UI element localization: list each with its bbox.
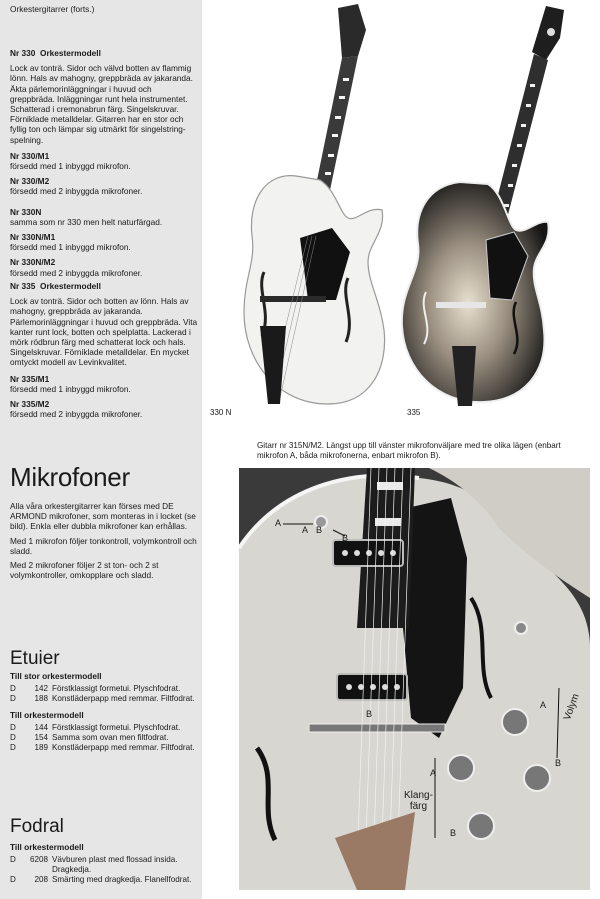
list-item: D 144 Förstklassigt formetui. Plyschfodrat. xyxy=(10,723,181,733)
label-knob-a-left: A xyxy=(430,768,437,778)
label-a-left: A xyxy=(275,518,282,528)
variant-330-m1: Nr 330/M1 försedd med 1 inbyggd mikrofon. xyxy=(10,150,131,172)
variant-335-m1: Nr 335/M1 försedd med 1 inbyggd mikrofon. xyxy=(10,373,131,394)
label-pickup-a: A xyxy=(376,584,383,594)
model-335-description: Lock av tonträ. Sidor och botten av lönn. Hals av mahogny, greppbräda av jakaranda. Pärlemorinläggningar i huvud och greppbräda. Vita kanter runt lock, botten och spelplatta. Lackerad i mörk rödbrun färg med schatterat lock och hals. Singelskruvar. Förniklade metalldelar. En mycket omtyckt modell av Levinkvalitet. xyxy=(10,296,198,368)
etuier-heading: Etuier xyxy=(10,648,60,669)
fodral-list xyxy=(10,842,198,885)
variant-335-m2: Nr 335/M2 försedd med 2 inbyggda mikrofoner. xyxy=(10,399,143,420)
list-item: D 142 Förstklassigt formetui. Plyschfodrat. xyxy=(10,684,181,694)
list-item: D 154 Samma som ovan men filtfodrat. xyxy=(10,733,169,743)
label-pickup-b: B xyxy=(366,709,373,719)
variant-330n-m2: Nr 330N/M2 försedd med 2 inbyggda mikrofoner. xyxy=(10,257,143,278)
model-330-title: Nr 330 Orkestermodell xyxy=(10,48,101,58)
fodral-group-title: Till orkestermodell xyxy=(10,842,84,852)
caption-330n: 330 N xyxy=(210,408,232,417)
label-a-mid: A xyxy=(302,525,309,535)
caption-335: 335 xyxy=(407,408,421,417)
list-item: D 6208 Vävburen plast med flossad insida. Dragkedja. xyxy=(10,855,178,875)
mikrofoner-body xyxy=(10,501,198,580)
etuier-group-title: Till orkestermodell xyxy=(10,710,84,721)
label-klangfarg: Klang- färg xyxy=(404,790,433,812)
etuier-group-title: Till stor orkestermodell xyxy=(10,671,102,681)
list-item: D 189 Konstläderpapp med remmar. Filtfodrat. xyxy=(10,743,195,753)
label-knob-a-right: A xyxy=(540,700,547,710)
list-item: D 188 Konstläderpapp med remmar. Filtfodrat. xyxy=(10,694,195,704)
variant-330-m2: Nr 330/M2 försedd med 2 inbyggda mikrofoner. xyxy=(10,176,143,197)
page-header: Orkestergitarrer (forts.) xyxy=(10,4,95,14)
list-item: D 208 Smärting med dragkedja. Flanellfodrat. xyxy=(10,875,192,885)
mikrofoner-p2: Med 1 mikrofon följer tonkontroll, volymkontroll och sladd. xyxy=(10,535,197,556)
variant-330n-m1: Nr 330N/M1 försedd med 1 inbyggd mikrofon. xyxy=(10,232,131,253)
model-330-description: Lock av tonträ. Sidor och välvd botten av flammig lönn. Hals av mahogny, greppbräda av jakaranda. Äkta pärlemorinläggningar i huvud och greppbräda. Inläggningar runt hela instrumentet. Schatterad i cremonabrun färg. Singelskruvar. Förniklade metalldelar. Gitarren har en stor och fyllig ton och lämpar sig utmärkt för singelstring-spelning. xyxy=(10,63,193,145)
model-330-block xyxy=(10,48,198,278)
label-knob-b-left: B xyxy=(450,828,457,838)
mikrofoner-p1: Alla våra orkestergitarrer kan förses med DE ARMOND mikrofoner, som monteras in i locket (se bild). Enkla eller dubbla mikrofoner kan erhållas. xyxy=(10,501,196,532)
guitar-closeup-photo xyxy=(239,468,590,890)
caption-closeup: Gitarr nr 315N/M2. Längst upp till vänster mikrofonväljare med tre olika lägen (enbart mikrofon A, båda mikrofonerna, enbart mikrofon B). xyxy=(257,441,561,460)
guitar-335-photo xyxy=(396,0,564,412)
etuier-list xyxy=(10,671,198,753)
variant-330n: Nr 330N samma som nr 330 men helt naturfärgad. xyxy=(10,206,163,227)
model-335-block xyxy=(10,281,198,419)
model-335-title: Nr 335 Orkestermodell xyxy=(10,281,101,291)
fodral-heading: Fodral xyxy=(10,816,64,837)
label-b-mid: B xyxy=(316,525,323,535)
mikrofoner-heading: Mikrofoner xyxy=(10,462,130,492)
label-volym: Volym xyxy=(562,692,582,722)
label-b-right: B xyxy=(342,533,349,543)
mikrofoner-p3: Med 2 mikrofoner följer 2 st ton- och 2 st volymkontroller, omkopplare och sladd. xyxy=(10,560,159,581)
label-knob-b-right: B xyxy=(555,758,562,768)
guitar-330n-photo xyxy=(208,0,393,412)
